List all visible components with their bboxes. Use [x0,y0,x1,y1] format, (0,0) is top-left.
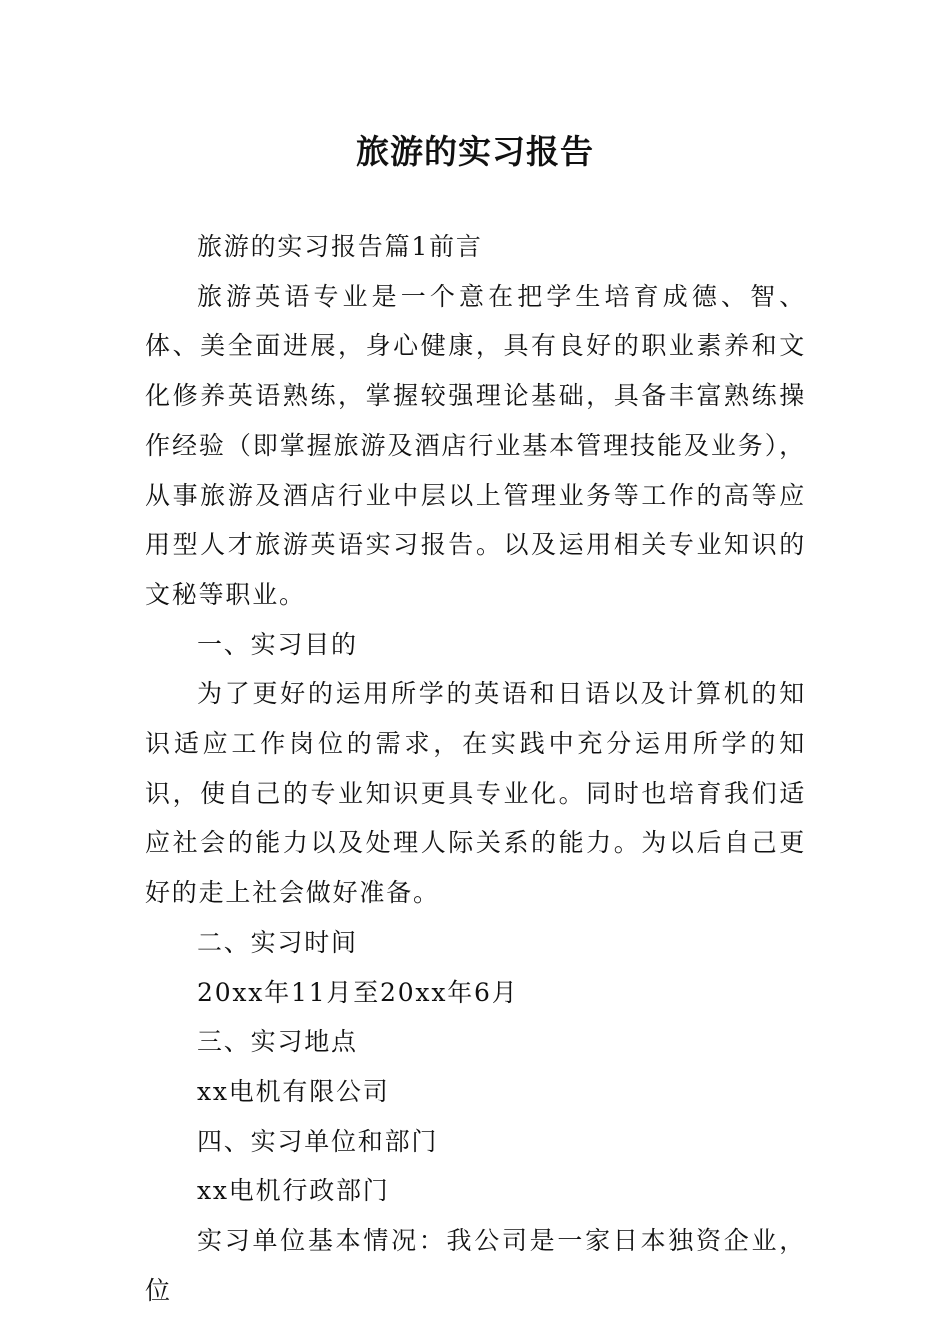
document-body [145,222,806,1315]
paragraph-purpose: 为了更好的运用所学的英语和日语以及计算机的知识适应工作岗位的需求，在实践中充分运用所学的知识，使自己的专业知识更具专业化。同时也培育我们适应社会的能力以及处理人际关系的能力。为以后自己更好的走上社会做好准备。 [145,679,806,908]
paragraph-location: xx电机有限公司 [197,1076,390,1106]
heading-internship-purpose: 一、实习目的 [197,629,358,659]
heading-internship-unit: 四、实习单位和部门 [197,1126,439,1156]
heading-internship-time: 二、实习时间 [197,927,358,957]
heading-internship-location: 三、实习地点 [197,1027,358,1057]
paragraph-time: 20xx年11月至20xx年6月 [197,977,519,1007]
document-title: 旅游的实习报告 [356,132,594,171]
paragraph-intro: 旅游英语专业是一个意在把学生培育成德、智、体、美全面进展，身心健康，具有良好的职业素养和文化修养英语熟练，掌握较强理论基础，具备丰富熟练操作经验（即掌握旅游及酒店行业基本管理技能及业务），从事旅游及酒店行业中层以上管理业务等工作的高等应用型人才旅游英语实习报告。以及运用相关专业知识的文秘等职业。 [145,281,806,609]
paragraph-section-heading-preface: 旅游的实习报告篇1前言 [197,232,483,261]
paragraph-unit: xx电机行政部门 [197,1176,390,1206]
paragraph-unit-info: 实习单位基本情况：我公司是一家日本独资企业，位 [145,1226,806,1305]
